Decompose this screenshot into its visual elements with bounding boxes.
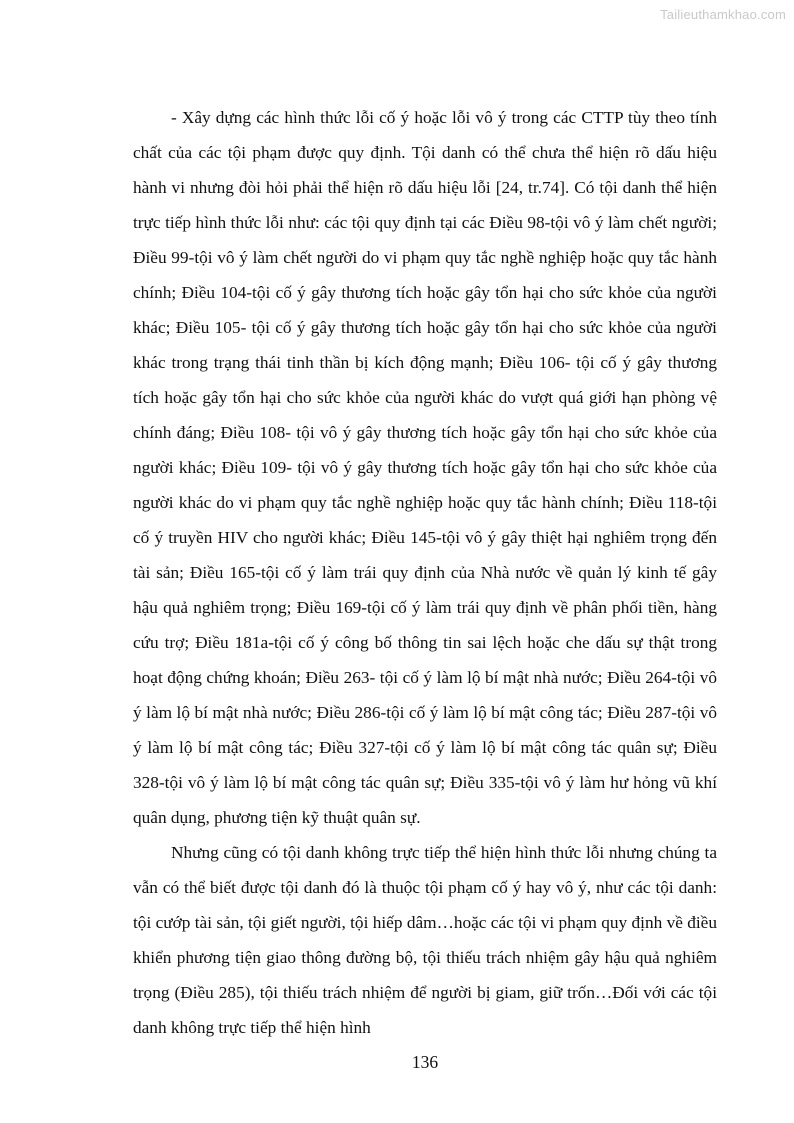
site-watermark: Tailieuthamkhao.com <box>660 7 786 22</box>
document-body <box>133 100 717 1045</box>
paragraph-fault-forms: - Xây dựng các hình thức lỗi cố ý hoặc lỗi vô ý trong các CTTP tùy theo tính chất của các tội phạm được quy định. Tội danh có thể chưa thể hiện rõ dấu hiệu hành vi nhưng đòi hỏi phải thể hiện rõ dấu hiệu lỗi [24, tr.74]. Có tội danh thể hiện trực tiếp hình thức lỗi như: các tội quy định tại các Điều 98-tội vô ý làm chết người; Điều 99-tội vô ý làm chết người do vi phạm quy tắc nghề nghiệp hoặc quy tắc hành chính; Điều 104-tội cố ý gây thương tích hoặc gây tổn hại cho sức khỏe của người khác; Điều 105- tội cố ý gây thương tích hoặc gây tổn hại cho sức khỏe của người khác trong trạng thái tinh thần bị kích động mạnh; Điều 106- tội cố ý gây thương tích hoặc gây tổn hại cho sức khỏe của người khác do vượt quá giới hạn phòng vệ chính đáng; Điều 108- tội vô ý gây thương tích hoặc gây tổn hại cho sức khỏe của người khác; Điều 109- tội vô ý gây thương tích hoặc gây tổn hại cho sức khỏe của người khác do vi phạm quy tắc nghề nghiệp hoặc quy tắc hành chính; Điều 118-tội cố ý truyền HIV cho người khác; Điều 145-tội vô ý gây thiệt hại nghiêm trọng đến tài sản; Điều 165-tội cố ý làm trái quy định của Nhà nước về quản lý kinh tế gây hậu quả nghiêm trọng; Điều 169-tội cố ý làm trái quy định về phân phối tiền, hàng cứu trợ; Điều 181a-tội cố ý công bố thông tin sai lệch hoặc che dấu sự thật trong hoạt động chứng khoán; Điều 263- tội cố ý làm lộ bí mật nhà nước; Điều 264-tội vô ý làm lộ bí mật nhà nước; Điều 286-tội cố ý làm lộ bí mật công tác; Điều 287-tội vô ý làm lộ bí mật công tác; Điều 327-tội cố ý làm lộ bí mật công tác quân sự; Điều 328-tội vô ý làm lộ bí mật công tác quân sự; Điều 335-tội vô ý làm hư hỏng vũ khí quân dụng, phương tiện kỹ thuật quân sự. <box>133 108 717 827</box>
paragraph-implicit-fault: Nhưng cũng có tội danh không trực tiếp thể hiện hình thức lỗi nhưng chúng ta vẫn có thể biết được tội danh đó là thuộc tội phạm cố ý hay vô ý, như các tội danh: tội cướp tài sản, tội giết người, tội hiếp dâm…hoặc các tội vi phạm quy định về điều khiển phương tiện giao thông đường bộ, tội thiếu trách nhiệm gây hậu quả nghiêm trọng (Điều 285), tội thiếu trách nhiệm để người bị giam, giữ trốn…Đối với các tội danh không trực tiếp thể hiện hình <box>133 843 717 1037</box>
page-number: 136 <box>411 1052 439 1072</box>
